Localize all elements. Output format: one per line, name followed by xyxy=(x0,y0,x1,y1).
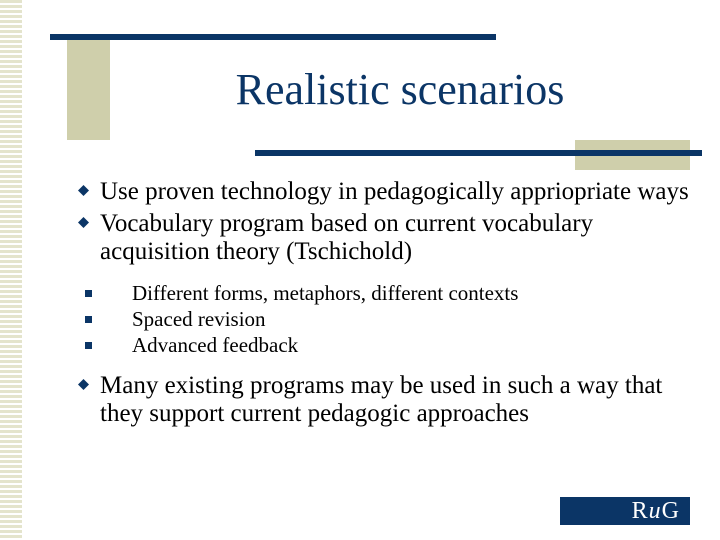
sub-bullet-text: Advanced feedback xyxy=(132,333,299,357)
bullet-list xyxy=(77,178,697,432)
tan-accent-block-top xyxy=(67,40,110,140)
sub-bullet-item xyxy=(77,306,697,332)
title-rule-bottom xyxy=(255,150,702,156)
bullet-text: Use proven technology in pedagogically appriopriate ways xyxy=(100,178,689,205)
left-stripe-decoration xyxy=(0,0,22,540)
bullet-item xyxy=(77,372,697,428)
square-bullet-icon xyxy=(85,342,92,349)
diamond-bullet-icon xyxy=(77,184,90,197)
slide-title: Realistic scenarios xyxy=(235,65,565,114)
logo-letter-u: u xyxy=(648,497,662,524)
sub-bullet-text: Spaced revision xyxy=(132,307,266,331)
diamond-bullet-icon xyxy=(77,378,90,391)
diamond-bullet-icon xyxy=(77,216,90,229)
sub-bullet-item xyxy=(77,332,697,358)
bullet-item xyxy=(77,210,697,266)
square-bullet-icon xyxy=(85,290,92,297)
sub-bullet-list xyxy=(77,280,697,358)
logo-letter-r: R xyxy=(631,497,649,524)
bullet-item xyxy=(77,178,697,206)
title-rule-top xyxy=(50,34,496,40)
bullet-text: Vocabulary program based on current vocabulary acquisition theory (Tschichold) xyxy=(100,210,594,265)
logo-letter-g: G xyxy=(661,497,680,524)
rug-logo xyxy=(560,497,690,525)
square-bullet-icon xyxy=(85,316,92,323)
sub-bullet-item xyxy=(77,280,697,306)
bullet-text: Many existing programs may be used in such a way that they support current pedagogic approaches xyxy=(100,372,663,427)
sub-bullet-text: Different forms, metaphors, different contexts xyxy=(132,281,519,305)
